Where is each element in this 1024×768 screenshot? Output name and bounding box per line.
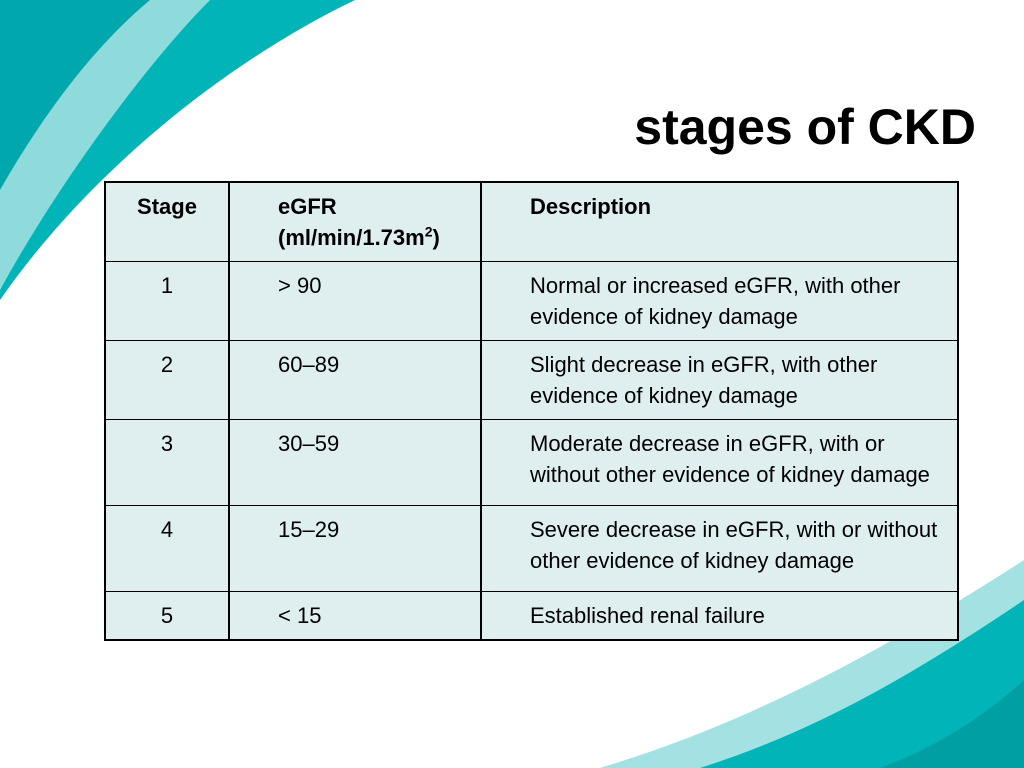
cell-egfr: 30–59 xyxy=(229,420,481,506)
header-egfr-unit-prefix: (ml/min/1.73m xyxy=(278,225,425,250)
cell-egfr: 15–29 xyxy=(229,506,481,592)
cell-egfr: < 15 xyxy=(229,592,481,641)
slide-title: stages of CKD xyxy=(634,99,976,155)
table-row xyxy=(105,420,958,506)
header-egfr-unit-sup: 2 xyxy=(424,223,433,240)
cell-stage: 1 xyxy=(105,262,229,341)
table-row xyxy=(105,592,958,641)
header-stage: Stage xyxy=(105,182,229,262)
cell-egfr: 60–89 xyxy=(229,341,481,420)
ckd-stages-table xyxy=(104,181,959,641)
cell-stage: 2 xyxy=(105,341,229,420)
header-egfr-unit-suffix: ) xyxy=(432,225,440,250)
cell-description: Moderate decrease in eGFR, with or without other evidence of kidney damage xyxy=(481,420,958,506)
header-description: Description xyxy=(481,182,958,262)
cell-description: Established renal failure xyxy=(481,592,958,641)
cell-description: Slight decrease in eGFR, with other evidence of kidney damage xyxy=(481,341,958,420)
cell-stage: 3 xyxy=(105,420,229,506)
cell-egfr: > 90 xyxy=(229,262,481,341)
cell-description: Normal or increased eGFR, with other evidence of kidney damage xyxy=(481,262,958,341)
cell-description: Severe decrease in eGFR, with or without other evidence of kidney damage xyxy=(481,506,958,592)
table-header-row xyxy=(105,182,958,262)
table-row xyxy=(105,341,958,420)
header-egfr-line1: eGFR xyxy=(278,194,337,219)
cell-stage: 5 xyxy=(105,592,229,641)
header-egfr xyxy=(229,182,481,262)
table-row xyxy=(105,262,958,341)
cell-stage: 4 xyxy=(105,506,229,592)
table-row xyxy=(105,506,958,592)
